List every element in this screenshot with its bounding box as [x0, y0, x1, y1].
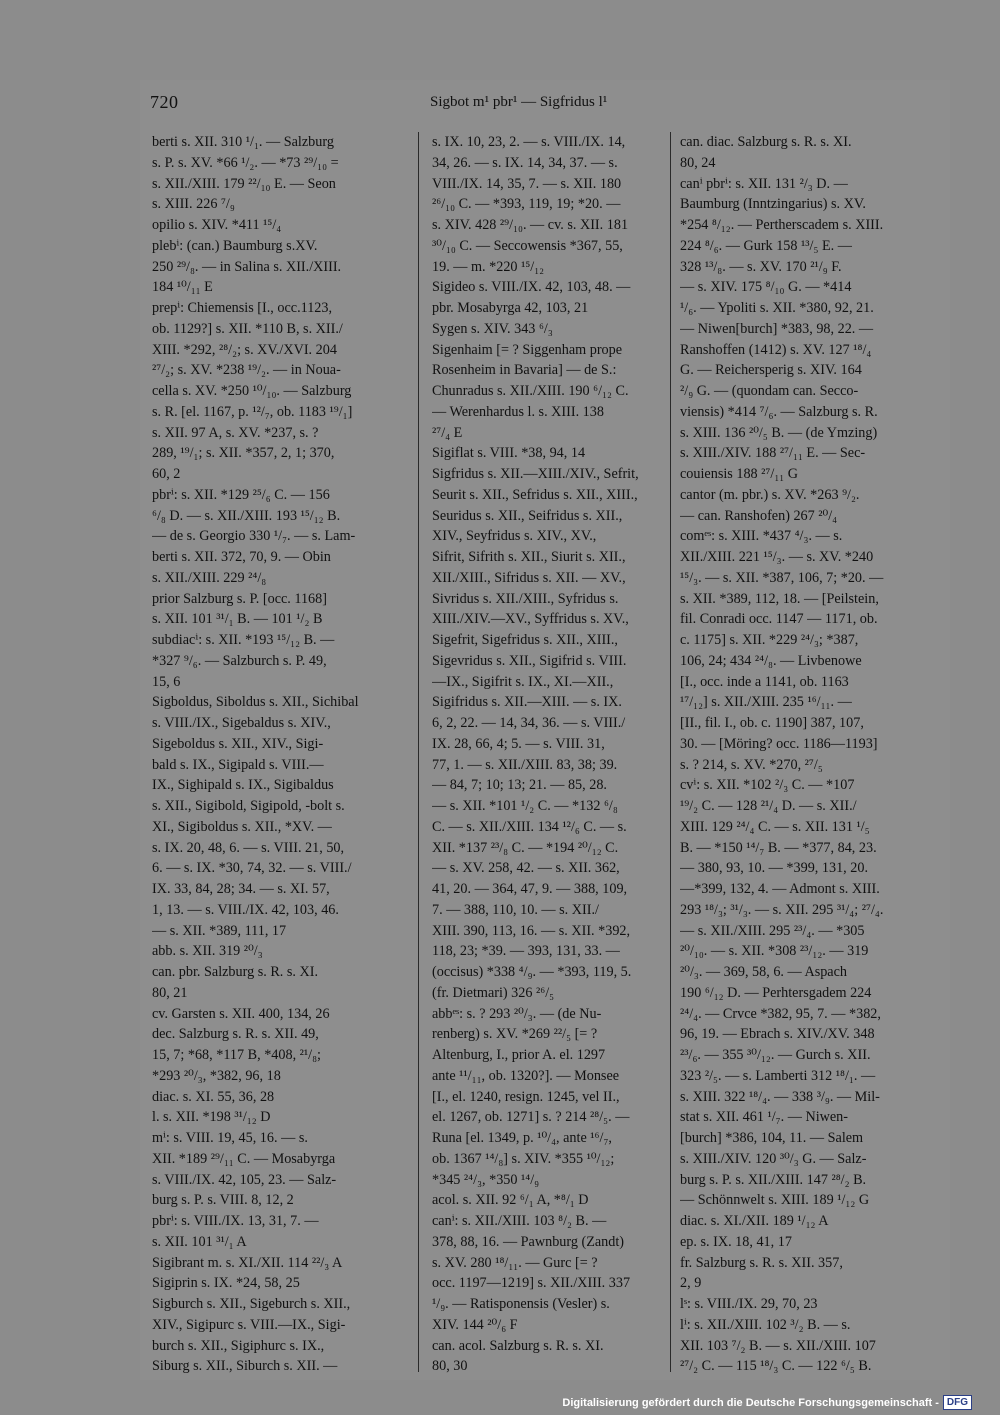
text-column-1 — [152, 132, 407, 1377]
text-line: 15, 7; *68, *117 B, *408, ²¹/₈; — [152, 1047, 321, 1063]
text-line: XIV., Sigipurc s. VIII.—IX., Sigi- — [152, 1316, 346, 1333]
text-line: Chunradus s. XII./XIII. 190 ⁶/₁₂ C. — [432, 383, 629, 399]
text-line: pbr. Mosabyrga 42, 103, 21 — [432, 300, 589, 316]
text-line: — Niwen[burch] *383, 98, 22. — — [680, 320, 874, 337]
text-line: XII./XIII. 221 ¹⁵/₃. — s. XV. *240 — [680, 549, 874, 565]
text-line: prior Salzburg s. P. [occ. 1168] — [152, 590, 327, 607]
text-line: G. — Reichersperig s. XIV. 164 — [680, 362, 862, 379]
text-line: ²⁰/₁₀. — s. XII. *308 ²³/₁₂. — 319 — [680, 943, 869, 960]
text-line: 250 ²⁹/₈. — in Salina s. XII./XIII. — [152, 258, 342, 275]
text-line: ¹/₆. — Ypoliti s. XII. *380, 92, 21. — [680, 300, 874, 316]
text-line: lˢ: s. VIII./IX. 29, 70, 23 — [680, 1296, 818, 1312]
text-line: ¹⁵/₃. — s. XII. *387, 106, 7; *20. — — [680, 569, 884, 586]
text-line: fil. Conradi occ. 1147 — 1171, ob. — [680, 611, 878, 628]
text-line: 19. — m. *220 ¹⁵/₁₂ — [432, 258, 545, 275]
text-line: prepⁱ: Chiemensis [I., occ.1123, — [152, 300, 333, 316]
text-line: 323 ²/₅. — s. Lamberti 312 ¹⁸/₁. — — [680, 1067, 876, 1084]
text-line: 184 ¹⁰/₁₁ E — [152, 279, 213, 296]
text-line: Sigifridus s. XII.—XIII. — s. IX. — [432, 694, 622, 711]
text-line: s. XII./XIII. 179 ²²/₁₀ E. — Seon — [152, 175, 336, 192]
text-line: 96, 19. — Ebrach s. XIV./XV. 348 — [680, 1026, 875, 1043]
text-line: s. XIII. 322 ¹⁸/₄. — 338 ³/₉. — Mil- — [680, 1088, 880, 1105]
text-line: s. XII./XIII. 229 ²⁴/₈ — [152, 569, 267, 586]
text-line: occ. 1197—1219] s. XII./XIII. 337 — [432, 1275, 631, 1292]
text-line: XIII. 390, 113, 16. — s. XII. *392, — [432, 922, 631, 939]
text-line: pbrⁱ: s. VIII./IX. 13, 31, 7. — — [152, 1213, 319, 1229]
text-line: abb. s. XII. 319 ²⁰/₃ — [152, 943, 263, 960]
text-line: —*399, 132, 4. — Admont s. XIII. — [680, 881, 880, 897]
text-line: [burch] *386, 104, 11. — Salem — [680, 1130, 864, 1146]
text-line: —IX., Sigifrit s. IX., XI.—XII., — [432, 673, 614, 690]
text-line: s. XIII. 226 ⁷/₉ — [152, 196, 235, 213]
text-line: can. diac. Salzburg s. R. s. XI. — [680, 134, 852, 150]
text-line: s. XII. 101 ³¹/₁ B. — 101 ¹/₂ B — [152, 611, 323, 628]
text-line: 80, 24 — [680, 154, 716, 171]
text-line: Siburg s. XII., Siburch s. XII. — — [152, 1358, 338, 1375]
text-line: canⁱ: s. XII./XIII. 103 ⁸/₂ B. — — [432, 1213, 607, 1229]
text-line: s. XII., Sigibold, Sigipold, -bolt s. — [152, 798, 345, 814]
text-line: plebⁱ: (can.) Baumburg s.XV. — [152, 237, 318, 254]
text-line: VIII./IX. 14, 35, 7. — s. XII. 180 — [432, 175, 622, 192]
text-line: bald s. IX., Sigipald s. VIII.— — [152, 756, 324, 773]
text-line: — 84, 7; 10; 13; 21. — 85, 28. — [432, 777, 607, 794]
text-line: — s. XIV. 175 ⁸/₁₀ G. — *414 — [680, 279, 852, 296]
text-line: s. VIII./IX. 42, 105, 23. — Salz- — [152, 1171, 337, 1188]
text-line: — can. Ranshofen) 267 ²⁰/₄ — [680, 507, 838, 524]
text-line: s. XV. 280 ¹⁸/₁₁. — Gurc [= ? — [432, 1254, 598, 1271]
text-line: burch s. XII., Sigiphurc s. IX., — [152, 1337, 325, 1354]
text-line: s. P. s. XV. *66 ¹/₂. — *73 ²⁹/₁₀ = — [152, 154, 339, 171]
text-line: (occisus) *338 ⁴/₉. — *393, 119, 5. — [432, 964, 632, 980]
text-line: ⁶/₈ D. — s. XII./XIII. 193 ¹⁵/₁₂ B. — [152, 507, 341, 524]
text-line: 60, 2 — [152, 466, 181, 482]
text-line: Sigideo s. VIII./IX. 42, 103, 48. — — [432, 279, 631, 296]
text-line: 118, 23; *39. — 393, 131, 33. — — [432, 943, 620, 960]
text-line: XIII. *292, ²⁸/₂; s. XV./XVI. 204 — [152, 341, 337, 358]
text-line: — s. XII. *389, 111, 17 — [152, 922, 287, 939]
footer-credit — [562, 1395, 972, 1410]
text-line: 6. — s. IX. *30, 74, 32. — s. VIII./ — [152, 860, 352, 877]
text-line: s. XII. *389, 112, 18. — [Peilstein, — [680, 590, 879, 607]
text-line: diac. s. XI./XII. 189 ¹/₁₂ A — [680, 1213, 829, 1229]
text-line: ²⁴/₄. — Crvce *382, 95, 7. — *382, — [680, 1005, 881, 1022]
text-line: renberg) s. XV. *269 ²²/₅ [= ? — [432, 1026, 598, 1043]
text-line: pbrⁱ: s. XII. *129 ²⁵/₆ C. — 156 — [152, 486, 330, 503]
text-line: (fr. Dietmari) 326 ²⁶/₅ — [432, 984, 555, 1001]
text-line: burg s. P. s. XII./XIII. 147 ²⁸/₂ B. — [680, 1171, 867, 1188]
text-line: Sigfridus s. XII.—XIII./XIV., Sefrit, — [432, 466, 639, 482]
text-line: XII. *137 ²³/₈ C. — *194 ²⁰/₁₂ C. — [432, 839, 619, 856]
text-line: fr. Salzburg s. R. s. XII. 357, — [680, 1254, 843, 1271]
text-line: lⁱ: s. XII./XIII. 102 ³/₂ B. — s. — [680, 1316, 851, 1333]
text-line: — 380, 93, 10. — *399, 131, 20. — [680, 860, 868, 877]
text-line: Sygen s. XIV. 343 ⁶/₃ — [432, 320, 553, 337]
text-line: XII. 103 ⁷/₂ B. — s. XII./XIII. 107 — [680, 1337, 876, 1354]
text-line: el. 1267, ob. 1271] s. ? 214 ²⁸/₅. — — [432, 1109, 630, 1126]
text-line: 77, 1. — s. XII./XIII. 83, 38; 39. — [432, 756, 618, 773]
text-line: Sigevridus s. XII., Sigifrid s. VIII. — [432, 652, 627, 669]
text-line: Runa [el. 1349, p. ¹⁰/₄, ante ¹⁶/₇, — [432, 1130, 612, 1146]
text-line: c. 1175] s. XII. *229 ²⁴/₃; *387, — [680, 632, 859, 648]
text-line: s. R. [el. 1167, p. ¹²/₇, ob. 1183 ¹⁹/₁] — [152, 403, 353, 420]
text-line: — s. XII. *101 ¹/₂ C. — *132 ⁶/₈ — [432, 798, 618, 814]
running-head: Sigbot m¹ pbr¹ — Sigfridus l¹ — [430, 94, 608, 110]
text-line: ²⁷/₄ E — [432, 424, 463, 441]
text-line: 80, 30 — [432, 1358, 468, 1375]
text-line: cantor (m. pbr.) s. XV. *263 ⁹/₂. — [680, 486, 860, 503]
text-line: burg s. P. s. VIII. 8, 12, 2 — [152, 1192, 294, 1209]
text-line: cvⁱ: s. XII. *102 ²/₃ C. — *107 — [680, 777, 855, 794]
text-line: B. — *150 ¹⁴/₇ B. — *377, 84, 23. — [680, 839, 877, 856]
text-line: [II., fil. I., ob. c. 1190] 387, 107, — [680, 715, 864, 731]
text-line: 106, 24; 434 ²⁴/₈. — Livbenowe — [680, 652, 862, 669]
text-column-2 — [432, 132, 687, 1377]
text-line: ante ¹¹/₁₁, ob. 1320?]. — Monsee — [432, 1067, 620, 1084]
text-line: XIV., Seyfridus s. XIV., XV., — [432, 528, 597, 545]
text-line: XIII. 129 ²⁴/₄ C. — s. XII. 131 ¹/₅ — [680, 818, 870, 835]
text-line: acol. s. XII. 92 ⁶/₁ A, *⁸/₁ D — [432, 1192, 589, 1209]
text-line: 6, 2, 22. — 14, 34, 36. — s. VIII./ — [432, 715, 626, 731]
text-line: cv. Garsten s. XII. 400, 134, 26 — [152, 1005, 330, 1022]
text-line: Sigenhaim [= ? Siggenham prope — [432, 341, 623, 358]
text-line: Sigboldus, Siboldus s. XII., Sichibal — [152, 694, 359, 711]
text-line: ³⁰/₁₀ C. — Seccowensis *367, 55, — [432, 237, 623, 254]
text-line: l. s. XII. *198 ³¹/₁₂ D — [152, 1109, 271, 1126]
text-line: stat s. XII. 461 ¹/₇. — Niwen- — [680, 1109, 848, 1126]
text-line: berti s. XII. 310 ¹/₁. — Salzburg — [152, 134, 334, 150]
text-line: ep. s. IX. 18, 41, 17 — [680, 1233, 792, 1250]
text-line: 15, 6 — [152, 673, 181, 690]
text-line: canⁱ pbrⁱ: s. XII. 131 ²/₃ D. — — [680, 175, 848, 192]
text-line: berti s. XII. 372, 70, 9. — Obin — [152, 549, 331, 565]
text-line: opilio s. XIV. *411 ¹⁵/₄ — [152, 217, 282, 233]
page-number: 720 — [150, 92, 179, 112]
text-line: comᵉˢ: s. XIII. *437 ⁴/₃. — s. — [680, 528, 843, 545]
text-line: 2, 9 — [680, 1275, 702, 1292]
text-line: ¹/₉. — Ratisponensis (Vesler) s. — [432, 1296, 610, 1312]
text-line: 1, 13. — s. VIII./IX. 42, 103, 46. — [152, 901, 339, 918]
text-line: Sigiprin s. IX. *24, 58, 25 — [152, 1275, 300, 1292]
text-line: ²³/₆. — 355 ³⁰/₁₂. — Gurch s. XII. — [680, 1047, 871, 1063]
text-line: s. ? 214, s. XV. *270, ²⁷/₅ — [680, 756, 823, 773]
text-line: s. VIII./IX., Sigebaldus s. XIV., — [152, 715, 331, 731]
text-line: 190 ⁶/₁₂ D. — Perhtersgadem 224 — [680, 984, 872, 1001]
text-line: IX. 28, 66, 4; 5. — s. VIII. 31, — [432, 735, 605, 752]
text-line: 289, ¹⁹/₁; s. XII. *357, 2, 1; 370, — [152, 445, 335, 462]
text-line: Ranshoffen (1412) s. XV. 127 ¹⁸/₄ — [680, 341, 872, 358]
text-line: 224 ⁸/₆. — Gurk 158 ¹³/₅ E. — — [680, 237, 852, 254]
text-line: 30. — [Möring? occ. 1186—1193] — [680, 735, 878, 752]
text-line: XIV. 144 ²⁰/₆ F — [432, 1316, 518, 1333]
text-line: couiensis 188 ²⁷/₁₁ G — [680, 466, 799, 482]
text-line: s. XII. 101 ³¹/₁ A — [152, 1233, 247, 1250]
text-line: mⁱ: s. VIII. 19, 45, 16. — s. — [152, 1130, 308, 1146]
text-line: — s. XII./XIII. 295 ²³/₄. — *305 — [680, 922, 865, 939]
text-line: Sigiflat s. VIII. *38, 94, 14 — [432, 445, 586, 462]
text-line: ²/₉ G. — (quondam can. Secco- — [680, 383, 859, 399]
text-line: XII./XIII., Sifridus s. XII. — XV., — [432, 569, 626, 586]
text-line: can. pbr. Salzburg s. R. s. XI. — [152, 964, 319, 980]
text-line: can. acol. Salzburg s. R. s. XI. — [432, 1337, 604, 1354]
text-line: Seurit s. XII., Sefridus s. XII., XIII., — [432, 486, 638, 503]
text-line: s. IX. 20, 48, 6. — s. VIII. 21, 50, — [152, 839, 345, 856]
text-line: dec. Salzburg s. R. s. XII. 49, — [152, 1026, 319, 1043]
text-line: XI., Sigiboldus s. XII., *XV. — — [152, 818, 332, 835]
text-line: s. XIII./XIV. 188 ²⁷/₁₁ E. — Sec- — [680, 445, 866, 462]
text-line: 293 ¹⁸/₃; ³¹/₃. — s. XII. 295 ³¹/₄; ²⁷/₄. — [680, 901, 884, 918]
text-line: C. — s. XII./XIII. 134 ¹²/₆ C. — s. — [432, 818, 627, 835]
text-line: — Werenhardus l. s. XIII. 138 — [432, 403, 604, 420]
text-line: ²⁷/₂; s. XV. *238 ¹⁹/₂. — in Noua- — [152, 362, 341, 379]
text-line: diac. s. XI. 55, 36, 28 — [152, 1088, 275, 1105]
text-line: s. XIV. 428 ²⁹/₁₀. — cv. s. XII. 181 — [432, 217, 629, 233]
text-line: [I., el. 1240, resign. 1245, vel II., — [432, 1088, 620, 1105]
text-line: abbᵉˢ: s. ? 293 ²⁰/₃. — (de Nu- — [432, 1005, 602, 1022]
text-line: Sivridus s. XII./XIII., Syfridus s. — [432, 590, 619, 607]
text-line: ob. 1367 ¹⁴/₈] s. XIV. *355 ¹⁰/₁₂; — [432, 1150, 615, 1167]
text-line: 378, 88, 16. — Pawnburg (Zandt) — [432, 1233, 625, 1250]
text-line: IX., Sighipald s. IX., Sigibaldus — [152, 777, 334, 794]
text-line: s. XII. 97 A, s. XV. *237, s. ? — [152, 424, 319, 441]
text-line: ob. 1129?] s. XII. *110 B, s. XII./ — [152, 320, 343, 337]
text-line: ²⁷/₂ C. — 115 ¹⁸/₃ C. — 122 ⁶/₅ B. — [680, 1358, 872, 1375]
column-rule-1 — [418, 132, 419, 1372]
text-line: ¹⁷/₁₂] s. XII./XIII. 235 ¹⁶/₁₁. — — [680, 694, 852, 711]
text-line: Sigburch s. XII., Sigeburch s. XII., — [152, 1296, 351, 1312]
text-line: 328 ¹³/₈. — s. XV. 170 ²¹/₉ F. — [680, 258, 842, 275]
text-line: Sigibrant m. s. XI./XII. 114 ²²/₃ A — [152, 1254, 343, 1271]
text-line: *254 ⁸/₁₂. — Pertherscadem s. XIII. — [680, 217, 884, 233]
text-line: viensis) *414 ⁷/₆. — Salzburg s. R. — [680, 403, 878, 420]
text-line: Sigefrit, Sigefridus s. XII., XIII., — [432, 632, 618, 648]
text-line: XIII./XIV.—XV., Syffridus s. XV., — [432, 611, 629, 628]
text-line: subdiacⁱ: s. XII. *193 ¹⁵/₁₂ B. — — [152, 632, 335, 648]
text-line: ²⁰/₃. — 369, 58, 6. — Aspach — [680, 964, 848, 980]
text-line: s. XIII./XIV. 120 ³⁰/₃ G. — Salz- — [680, 1150, 867, 1167]
text-line: — s. XV. 258, 42. — s. XII. 362, — [432, 860, 620, 877]
text-line: — Schönnwelt s. XIII. 189 ¹/₁₂ G — [680, 1192, 870, 1209]
text-line: [I., occ. inde a 1141, ob. 1163 — [680, 673, 849, 690]
text-line: Sifrit, Sifrith s. XII., Siurit s. XII., — [432, 549, 626, 565]
text-line: IX. 33, 84, 28; 34. — s. XI. 57, — [152, 881, 330, 897]
text-line: — de s. Georgio 330 ¹/₇. — s. Lam- — [152, 528, 356, 545]
text-line: Altenburg, I., prior A. el. 1297 — [432, 1047, 606, 1063]
text-line: 34, 26. — s. IX. 14, 34, 37. — s. — [432, 154, 618, 171]
text-line: cella s. XV. *250 ¹⁰/₁₀. — Salzburg — [152, 383, 352, 399]
text-line: s. IX. 10, 23, 2. — s. VIII./IX. 14, — [432, 134, 626, 150]
footer-text: Digitalisierung gefördert durch die Deutsche Forschungsgemeinschaft - — [562, 1396, 939, 1409]
text-line: ²⁶/₁₀ C. — *393, 119, 19; *20. — — [432, 196, 621, 213]
text-line: s. XIII. 136 ²⁰/₅ B. — (de Ymzing) — [680, 424, 878, 441]
text-line: ¹⁹/₂ C. — 128 ²¹/₄ D. — s. XII./ — [680, 798, 857, 814]
text-line: 41, 20. — 364, 47, 9. — 388, 109, — [432, 881, 628, 897]
text-line: Baumburg (Inntzingarius) s. XV. — [680, 196, 866, 213]
text-column-3 — [680, 132, 935, 1377]
text-line: *345 ²⁴/₃, *350 ¹⁴/₉ — [432, 1171, 540, 1188]
document-page — [140, 80, 950, 1380]
text-line: *293 ²⁰/₃, *382, 96, 18 — [152, 1067, 281, 1084]
text-line: 7. — 388, 110, 10. — s. XII./ — [432, 901, 599, 918]
text-line: 80, 21 — [152, 984, 188, 1001]
text-line: XII. *189 ²⁹/₁₁ C. — Mosabyrga — [152, 1150, 336, 1167]
text-line: *327 ⁹/₆. — Salzburch s. P. 49, — [152, 652, 327, 669]
dfg-logo-icon: DFG — [943, 1395, 972, 1410]
text-line: Sigeboldus s. XII., XIV., Sigi- — [152, 735, 324, 752]
text-line: Rosenheim in Bavaria] — de S.: — [432, 362, 617, 379]
text-line: Seuridus s. XII., Seifridus s. XII., — [432, 507, 623, 524]
